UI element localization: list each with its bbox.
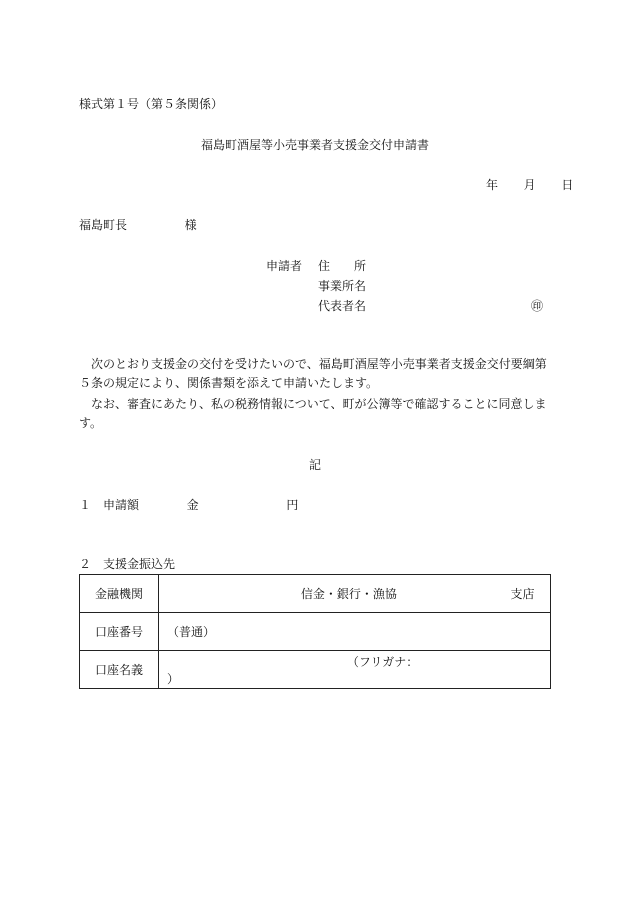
transfer-heading: ２ 支援金振込先 — [79, 557, 176, 571]
representative-label: 代表者名 — [318, 299, 367, 313]
account-holder-label: 口座名義 — [80, 651, 159, 689]
seal-mark: ㊞ — [531, 299, 544, 313]
account-number-field[interactable] — [159, 613, 551, 651]
ki-heading: 記 — [308, 458, 321, 472]
form-number: 様式第１号（第５条関係） — [79, 97, 224, 111]
furigana-label: （フリガナ： — [346, 654, 419, 669]
address-label: 住 所 — [318, 259, 367, 273]
branch-label: 支店 — [510, 587, 535, 601]
bank-type-options: 信金・銀行・漁協 — [300, 587, 397, 601]
amount-label: １ 申請額 — [79, 498, 140, 512]
applicant-label: 申請者 — [266, 259, 303, 273]
account-holder-field[interactable] — [159, 651, 551, 689]
bank-field[interactable] — [159, 575, 551, 613]
body-paragraph-1: 次のとおり支援金の交付を受けたいので、福島町酒屋等小売事業者支援金交付要綱第５条の規定により、関係書類を添えて申請いたします。 — [79, 357, 547, 390]
business-name-label: 事業所名 — [318, 279, 367, 293]
bank-label: 金融機関 — [80, 575, 159, 613]
account-type: （普通） — [167, 625, 216, 639]
amount-yen: 円 — [286, 498, 299, 512]
account-number-label: 口座番号 — [80, 613, 159, 651]
table-row — [80, 613, 551, 651]
addressee — [79, 217, 197, 233]
addressee-suffix: 様 — [184, 218, 197, 232]
amount-kin: 金 — [186, 498, 199, 512]
bank-table — [79, 574, 551, 689]
furigana-close: ） — [167, 671, 180, 686]
form-title: 福島町酒屋等小売事業者支援金交付申請書 — [200, 138, 429, 152]
table-row — [80, 651, 551, 689]
date-month-label: 月 — [523, 178, 536, 192]
addressee-name: 福島町長 — [79, 218, 128, 232]
date-line — [486, 177, 573, 193]
amount-line — [79, 497, 298, 513]
date-year-label: 年 — [486, 178, 499, 192]
table-row — [80, 575, 551, 613]
date-day-label: 日 — [561, 178, 574, 192]
body-paragraph-2: なお、審査にあたり、私の税務情報について、町が公簿等で確認することに同意します。 — [79, 397, 547, 430]
